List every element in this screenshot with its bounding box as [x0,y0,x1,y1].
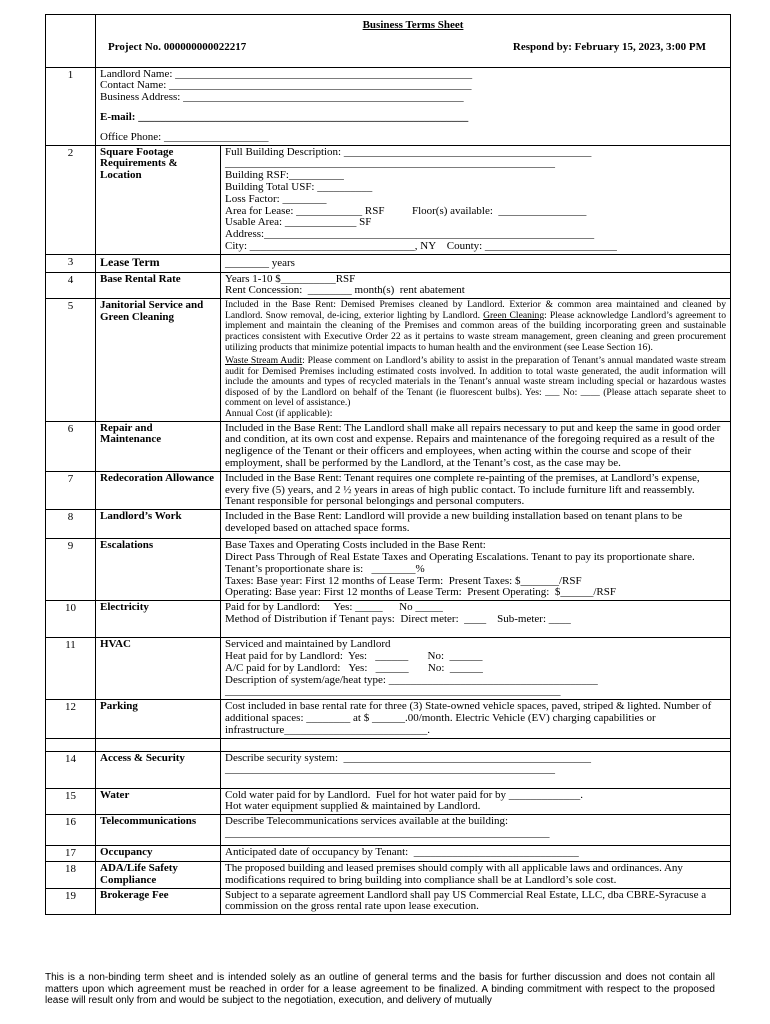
taxes-field[interactable]: Taxes: Base year: First 12 months of Lease Term: Present Taxes: $_______/RSF [225,574,582,587]
loss-factor-field[interactable]: Loss Factor: ________ [225,192,327,205]
row-9-escalations [46,539,731,601]
city-county-field[interactable]: City: ______________________________, NY County: ________________________ [225,239,617,252]
row-label: Lease Term [96,254,221,272]
building-description-line[interactable]: ____________________________________________________________ [225,157,555,170]
business-address-field[interactable]: Business Address: ___________________________________________________ [100,91,464,104]
row-label: Base Rental Rate [96,272,221,299]
landlord-work-text: Included in the Base Rent: Landlord will provide a new building installation based on tenant plans to be developed based on attached space forms. [221,510,731,539]
email-field[interactable]: E-mail: ____________________________________________________________ [100,110,469,123]
landlord-name-field[interactable]: Landlord Name: ______________________________________________________ [100,67,473,80]
address-field[interactable]: Address:____________________________________________________________ [225,228,595,241]
distribution-method-field[interactable]: Method of Distribution if Tenant pays: Direct meter: ____ Sub-meter: ____ [225,613,571,626]
row-6-repair [46,421,731,471]
row-number: 6 [46,421,96,471]
annual-cost-field[interactable]: Annual Cost (if applicable): [225,408,333,420]
row-number: 8 [46,510,96,539]
hot-water-fuel-field[interactable]: Cold water paid for by Landlord. Fuel for hot water paid for by _____________. [225,788,584,801]
escalations-line: Direct Pass Through of Real Estate Taxes and Operating Escalations. Tenant to pay its proportionate share. [225,551,695,564]
occupancy-date-field[interactable]: Anticipated date of occupancy by Tenant: ______________________________ [221,846,731,862]
row-number: 4 [46,272,96,299]
page-title: Business Terms Sheet [362,19,464,31]
row-label: Telecommunications [96,815,221,846]
project-number: Project No. 000000000022217 [108,40,247,53]
system-description-field[interactable]: Description of system/age/heat type: ______________________________________ [225,673,598,686]
row-label: Landlord’s Work [96,510,221,539]
row-label: Square Footage Requirements & Location [96,145,221,254]
row-5-janitorial [46,299,731,422]
row-label: Water [96,788,221,815]
footer-disclaimer: This is a non-binding term sheet and is intended solely as an outline of general terms and the basis for further discussion and does not contain all matters upon which agreement must be reached in order for a lease agreement to be finalized. A binding commitment with respect to the proposed lease will result only from and would be subject to the negotiation, execution, and delivery of mutually [45,972,715,1007]
row-label: Occupancy [96,846,221,862]
row-11-hvac [46,638,731,700]
row-12-parking [46,700,731,738]
row-17-occupancy [46,846,731,862]
proportionate-share-field[interactable]: Tenant’s proportionate share is: ________% [225,562,425,575]
row-3-lease-term [46,254,731,272]
row-4-base-rent [46,272,731,299]
operating-field[interactable]: Operating: Base year: First 12 months of Lease Term: Present Operating: $______/RSF [225,586,616,599]
row-14-access-security [46,751,731,788]
parking-text: Cost included in base rental rate for three (3) State-owned vehicle spaces, paved, striped & lighted. Number of additional spaces: ________ at $ ______.00/month. Electric Vehicle (EV) charging capabilities or infrastructure__________________________. [221,700,731,738]
row-number: 7 [46,471,96,509]
area-for-lease-field[interactable]: Area for Lease: ____________ RSF Floor(s) available: ________________ [225,204,587,217]
row-label: Access & Security [96,751,221,788]
row-16-telecom [46,815,731,846]
escalations-line: Base Taxes and Operating Costs included in the Base Rent: [225,539,486,552]
row-2-square-footage [46,145,731,254]
row-label: Repair and Maintenance [96,421,221,471]
row-15-water [46,788,731,815]
header-row [46,15,731,68]
contact-name-field[interactable]: Contact Name: _______________________________________________________ [100,79,472,92]
row-number: 3 [46,254,96,272]
repair-text: Included in the Base Rent: The Landlord shall make all repairs necessary to put and keep the same in good order and condition, at its own cost and expense. Repairs and maintenance of the foregoing required as a result of the negligence of the Tenant or their officers and employees, when acting within the course and scope of their employment, shall be performed by the Landlord, at the Tenant’s cost, as the case may be. [221,421,731,471]
ac-paid-field[interactable]: A/C paid for by Landlord: Yes: ______ No: ______ [225,661,483,674]
rent-concession-field[interactable]: Rent Concession: ________ month(s) rent abatement [225,284,465,297]
row-number: 12 [46,700,96,738]
row-number: 17 [46,846,96,862]
row-10-electricity [46,601,731,638]
blank-row [46,738,731,751]
row-label: Janitorial Service and Green Cleaning [96,299,221,422]
office-phone-field[interactable]: Office Phone: ___________________ [100,130,269,143]
system-description-line[interactable]: _____________________________________________________________ [225,685,561,698]
row-label: Redecoration Allowance [96,471,221,509]
row-number: 2 [46,145,96,254]
row-number: 18 [46,862,96,889]
terms-sheet [45,14,730,915]
security-system-line[interactable]: ____________________________________________________________ [225,763,555,776]
row-number: 5 [46,299,96,422]
respond-by: Respond by: February 15, 2023, 3:00 PM [512,40,707,53]
row-7-redecoration [46,471,731,509]
row-label: Escalations [96,539,221,601]
heat-paid-field[interactable]: Heat paid for by Landlord: Yes: ______ No: ______ [225,650,483,663]
building-description-field[interactable]: Full Building Description: _____________________________________________ [225,145,592,158]
row-number: 11 [46,638,96,700]
row-label: Brokerage Fee [96,888,221,915]
janitorial-paragraph: Included in the Base Rent: Demised Premises cleaned by Landlord. Exterior & common area maintained and cleaned by Landlord. Snow removal, de-icing, exterior lighting by Landlord. Green Cleaning: Please acknowledge Landlord’s agreement to implement and maintain the cleaning of the Premises and common areas of the building incorporating green and sustainable practices consistent with Executive Order 22 as it pertains to waste stream management, green cleaning and green procurement utilizing products that minimize potential impacts to human health and the environment (see Lease Section 16). [225,299,727,353]
row-label: ADA/Life Safety Compliance [96,862,221,889]
row-number: 10 [46,601,96,638]
row-number: 9 [46,539,96,601]
row-number: 14 [46,751,96,788]
redecoration-text: Included in the Base Rent: Tenant requires one complete re-painting of the premises, at Landlord’s expense, every five (5) years, and 2 ½ years in areas of high public contact. To include furniture lift and reassembly. Tenant responsible for personal belongings and personal computers. [221,471,731,509]
terms-table [45,14,731,915]
hvac-line: Serviced and maintained by Landlord [225,638,391,651]
telecom-field[interactable]: ___________________________________________________________ [225,827,550,839]
brokerage-text: Subject to a separate agreement Landlord shall pay US Commercial Real Estate, LLC, dba CBRE-Syracuse a commission on the gross rental rate upon lease execution. [221,888,731,915]
row-number: 1 [46,67,96,145]
water-line: Hot water equipment supplied & maintained by Landlord. [225,800,481,813]
row-label: HVAC [96,638,221,700]
row-number: 16 [46,815,96,846]
waste-audit-paragraph: Waste Stream Audit: Please comment on Landlord’s ability to assist in the preparation of Tenant’s annual mandated waste stream audit for Demised Premises including estimated costs involved. In addition to total waste generated, the audit information will include the amounts and types of recycled materials in the Tenant’s annual waste stream including special or hazardous wastes disposed of by the Landlord on behalf of the Tenant (ie fluorescent bulbs). Yes: ___ No: ____ (Please attach separate sheet to comment on level of assistance.) [225,355,727,409]
ada-text: The proposed building and leased premises should comply with all applicable laws and ordinances. Any modifications required to bring building into compliance shall be at Landlord’s sole cost. [221,862,731,889]
row-number: 19 [46,888,96,915]
row-8-landlord-work [46,510,731,539]
base-rent-field[interactable]: Years 1-10 $__________RSF [225,272,356,285]
electricity-paid-field[interactable]: Paid for by Landlord: Yes: _____ No _____ [225,601,443,614]
telecom-line: Describe Telecommunications services available at the building: [225,815,509,828]
security-system-field[interactable]: Describe security system: _____________________________________________ [225,751,592,764]
building-usf-field[interactable]: Building Total USF: __________ [225,180,373,193]
usable-area-field[interactable]: Usable Area: _____________ SF [225,216,372,229]
row-label: Parking [96,700,221,738]
row-19-brokerage [46,888,731,915]
row-1-landlord [46,67,731,145]
row-18-ada [46,862,731,889]
row-label: Electricity [96,601,221,638]
lease-term-field[interactable]: ________ years [221,254,731,272]
row-number: 15 [46,788,96,815]
building-rsf-field[interactable]: Building RSF:__________ [225,169,344,182]
